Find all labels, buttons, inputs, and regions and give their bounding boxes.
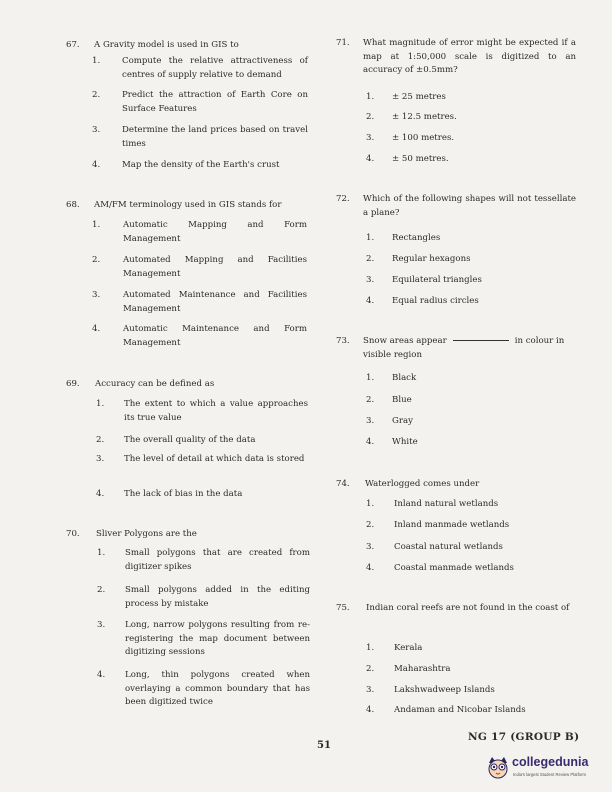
paper-code: NG 17 (GROUP B) <box>468 731 580 743</box>
option-number: 3. <box>366 416 375 426</box>
owl-logo-icon <box>485 754 511 780</box>
option-3 <box>92 289 312 317</box>
option-3 <box>366 415 566 431</box>
question-stem: Waterlogged comes under <box>365 479 480 489</box>
option-4 <box>366 562 576 578</box>
option-text: Andaman and Nicobar Islands <box>394 705 526 715</box>
option-number: 3. <box>92 290 101 300</box>
option-number: 4. <box>366 437 375 447</box>
option-3 <box>92 124 312 152</box>
option-text: Small polygons added in the editing process by mistake <box>125 585 310 609</box>
option-text: ± 25 metres <box>392 92 446 102</box>
option-1 <box>92 219 312 247</box>
question-number: 74. <box>336 479 350 489</box>
option-text: Coastal manmade wetlands <box>394 563 514 573</box>
question-number: 69. <box>66 379 80 389</box>
option-text: Inland manmade wetlands <box>394 520 510 530</box>
question-stem: A Gravity model is used in GIS to <box>94 40 239 50</box>
option-2 <box>92 89 312 117</box>
option-text: Coastal natural wetlands <box>394 542 503 552</box>
option-number: 2. <box>366 520 375 530</box>
option-2 <box>366 253 566 269</box>
option-number: 3. <box>97 620 106 630</box>
option-text: Automatic Mapping and Form Management <box>123 220 307 244</box>
option-number: 3. <box>96 454 105 464</box>
option-number: 4. <box>97 670 106 680</box>
option-number: 1. <box>366 92 375 102</box>
option-text: Determine the land prices based on travel times <box>122 125 308 149</box>
option-text: ± 50 metres. <box>392 154 449 164</box>
option-text: Gray <box>392 416 413 426</box>
option-3 <box>366 274 566 290</box>
option-number: 2. <box>366 112 375 122</box>
page-number: 51 <box>317 740 331 751</box>
option-4 <box>366 153 566 169</box>
question-stem: Accuracy can be defined as <box>95 379 215 389</box>
question-71 <box>336 37 586 172</box>
option-1 <box>97 547 317 575</box>
option-text: Maharashtra <box>394 664 451 674</box>
option-text: The extent to which a value approaches its true value <box>124 399 308 423</box>
option-number: 3. <box>366 133 375 143</box>
question-72 <box>336 193 586 308</box>
option-number: 1. <box>97 548 106 558</box>
option-1 <box>96 398 316 426</box>
collegedunia-watermark <box>483 748 612 792</box>
option-number: 4. <box>366 563 375 573</box>
option-number: 2. <box>366 254 375 264</box>
option-text: Rectangles <box>392 233 441 243</box>
option-number: 3. <box>366 685 375 695</box>
option-2 <box>366 111 566 127</box>
option-text: Compute the relative attractiveness of centres of supply relative to demand <box>122 56 308 80</box>
option-number: 1. <box>92 220 101 230</box>
option-text: ± 12.5 metres. <box>392 112 457 122</box>
option-number: 2. <box>92 90 101 100</box>
question-stem: What magnitude of error might be expected if a map at 1:50,000 scale is digitized to an accuracy of ±0.5mm? <box>363 38 576 75</box>
question-75 <box>336 602 586 717</box>
stem-line2: visible region <box>363 349 422 360</box>
option-1 <box>366 498 576 514</box>
option-number: 1. <box>366 499 375 509</box>
option-3 <box>97 619 317 661</box>
question-69 <box>66 378 316 503</box>
option-number: 4. <box>92 324 101 334</box>
option-number: 2. <box>97 585 106 595</box>
option-1 <box>366 372 566 388</box>
option-number: 2. <box>366 664 375 674</box>
question-number: 71. <box>336 38 350 48</box>
option-4 <box>92 159 312 175</box>
question-stem: Sliver Polygons are the <box>96 529 197 539</box>
question-number: 68. <box>66 200 80 210</box>
question-stem: AM/FM terminology used in GIS stands for <box>94 200 282 210</box>
option-2 <box>366 394 566 410</box>
option-text: White <box>392 437 418 447</box>
option-text: The lack of bias in the data <box>124 489 243 499</box>
option-1 <box>366 642 576 658</box>
option-number: 4. <box>92 160 101 170</box>
option-number: 2. <box>92 255 101 265</box>
option-number: 4. <box>366 296 375 306</box>
option-text: Inland natural wetlands <box>394 499 499 509</box>
option-text: Kerala <box>394 643 423 653</box>
question-number: 75. <box>336 603 350 613</box>
option-text: ± 100 metres. <box>392 133 455 143</box>
question-number: 73. <box>336 336 350 346</box>
option-4 <box>366 436 566 452</box>
brand-name: collegedunia <box>512 755 589 769</box>
option-text: Small polygons that are created from digitizer spikes <box>125 548 310 572</box>
option-2 <box>366 663 576 679</box>
option-text: Automated Maintenance and Facilities Management <box>123 290 307 314</box>
question-stem: Indian coral reefs are not found in the coast of <box>366 603 570 613</box>
option-text: Long, thin polygons created when overlaying a common boundary that has been digitized twice <box>125 670 310 707</box>
option-3 <box>366 132 566 148</box>
option-number: 3. <box>366 275 375 285</box>
option-number: 3. <box>366 542 375 552</box>
option-text: Black <box>392 373 417 383</box>
option-text: Automated Mapping and Facilities Management <box>123 255 307 279</box>
option-text: Automatic Maintenance and Form Management <box>123 324 307 348</box>
option-4 <box>366 295 566 311</box>
option-number: 1. <box>366 643 375 653</box>
question-number: 67. <box>66 40 80 50</box>
option-number: 2. <box>366 395 375 405</box>
question-number: 70. <box>66 529 80 539</box>
option-text: The level of detail at which data is stored <box>124 454 305 464</box>
brand-tagline: India's largest Student Review Platform <box>513 772 586 777</box>
option-3 <box>366 541 576 557</box>
option-3 <box>366 684 576 700</box>
option-number: 1. <box>96 399 105 409</box>
option-text: Equilateral triangles <box>392 275 482 285</box>
question-67 <box>66 39 316 179</box>
option-number: 3. <box>92 125 101 135</box>
stem-before: Snow areas appear <box>363 336 447 346</box>
option-2 <box>96 434 316 450</box>
question-68 <box>66 199 316 354</box>
option-3 <box>96 453 316 481</box>
option-text: Regular hexagons <box>392 254 471 264</box>
option-text: The overall quality of the data <box>124 435 256 445</box>
option-text: Equal radius circles <box>392 296 479 306</box>
option-number: 2. <box>96 435 105 445</box>
option-text: Lakshwadweep Islands <box>394 685 495 695</box>
question-number: 72. <box>336 194 350 204</box>
option-2 <box>92 254 312 282</box>
option-number: 1. <box>92 56 101 66</box>
option-1 <box>366 91 566 107</box>
question-74 <box>336 478 586 578</box>
option-4 <box>97 669 317 711</box>
option-4 <box>96 488 316 504</box>
option-2 <box>366 519 576 535</box>
option-1 <box>366 232 566 248</box>
option-number: 1. <box>366 233 375 243</box>
option-text: Long, narrow polygons resulting from re-registering the map document between digitizing sessions <box>125 620 310 657</box>
option-number: 4. <box>366 705 375 715</box>
option-4 <box>366 704 576 720</box>
option-number: 4. <box>366 154 375 164</box>
option-1 <box>92 55 312 83</box>
option-text: Predict the attraction of Earth Core on Surface Features <box>122 90 308 114</box>
question-70 <box>66 528 316 713</box>
question-stem <box>363 335 576 362</box>
stem-after: in colour in <box>514 336 565 346</box>
option-text: Blue <box>392 395 412 405</box>
option-4 <box>92 323 312 351</box>
answer-blank <box>453 340 509 341</box>
option-text: Map the density of the Earth's crust <box>122 160 280 170</box>
question-stem: Which of the following shapes will not tessellate a plane? <box>363 194 576 218</box>
option-2 <box>97 584 317 612</box>
option-number: 1. <box>366 373 375 383</box>
option-number: 4. <box>96 489 105 499</box>
question-73 <box>336 335 586 453</box>
